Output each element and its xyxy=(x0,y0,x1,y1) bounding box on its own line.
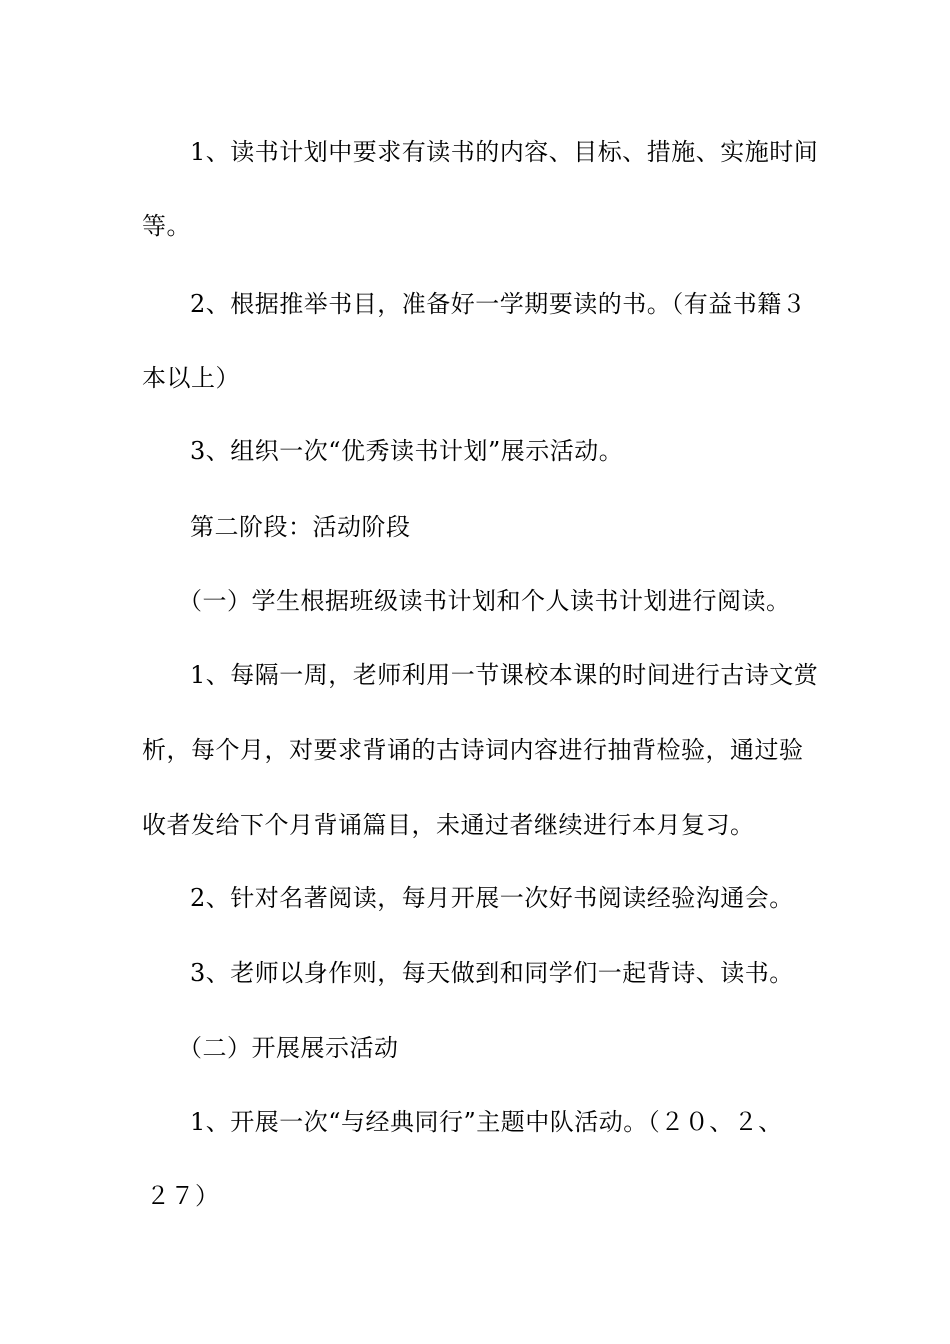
section-heading: 第二阶段：活动阶段 xyxy=(190,513,411,541)
subsection-heading: （二）开展展示活动 xyxy=(178,1034,399,1062)
paragraph-line-7: （一）学生根据班级读书计划和个人读书计划进行阅读。 xyxy=(178,587,791,615)
paragraph-line-15: ２７） xyxy=(146,1182,220,1210)
paragraph-line-11: 2、针对名著阅读，每月开展一次好书阅读经验沟通会。 xyxy=(190,884,794,912)
paragraph-line-10: 收者发给下个月背诵篇目，未通过者继续进行本月复习。 xyxy=(142,811,755,839)
paragraph-line-5: 3、组织一次“优秀读书计划”展示活动。 xyxy=(190,437,624,465)
paragraph-line-8: 1、每隔一周，老师利用一节课校本课的时间进行古诗文赏 xyxy=(190,661,819,689)
paragraph-line-14: 1、开展一次“与经典同行”主题中队活动。（２０、２、 xyxy=(190,1108,783,1136)
paragraph-line-1: 1、读书计划中要求有读书的内容、目标、措施、实施时间 xyxy=(190,138,819,166)
paragraph-line-9: 析，每个月，对要求背诵的古诗词内容进行抽背检验，通过验 xyxy=(142,736,804,764)
paragraph-line-2: 等。 xyxy=(142,212,191,240)
paragraph-line-3: 2、根据推举书目，准备好一学期要读的书。（有益书籍３ xyxy=(190,290,807,318)
paragraph-line-4: 本以上） xyxy=(142,364,240,392)
paragraph-line-12: 3、老师以身作则，每天做到和同学们一起背诗、读书。 xyxy=(190,959,794,987)
